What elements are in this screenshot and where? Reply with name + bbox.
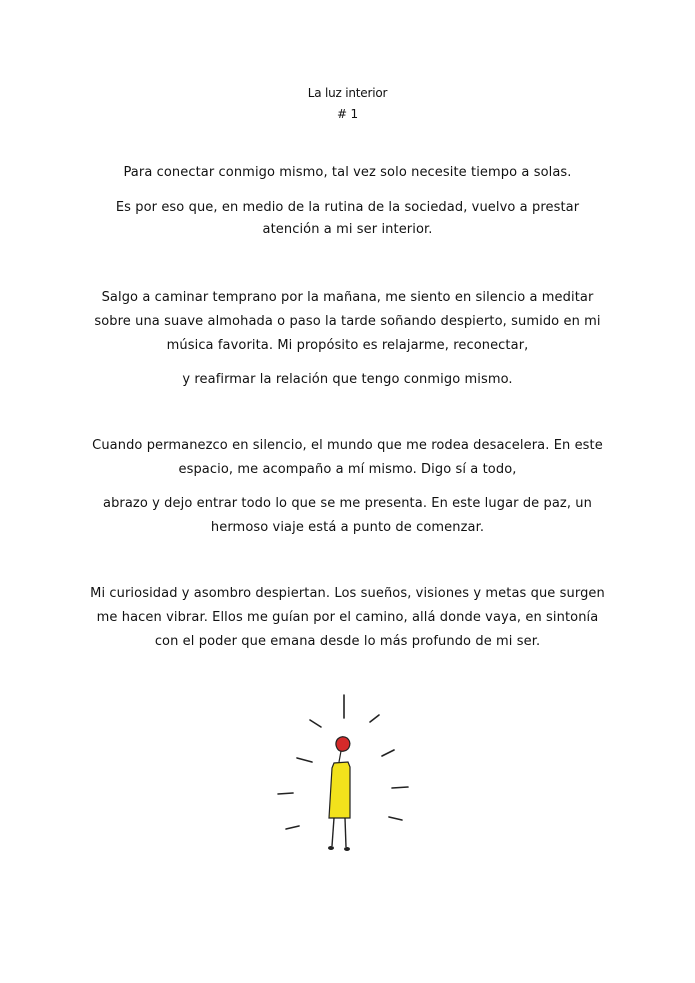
paragraph-2-line-1: Es por eso que, en medio de la rutina de la sociedad, vuelvo a prestar: [115, 200, 580, 215]
paragraph-3-line-3: música favorita. Mi propósito es relajarme, reconectar,: [166, 338, 529, 353]
ray-left-lower: [286, 826, 299, 829]
document-title: La luz interior: [307, 86, 388, 100]
paragraph-4-line-1: y reafirmar la relación que tengo conmigo mismo.: [182, 372, 513, 387]
paragraph-5-line-1: Cuando permanezco en silencio, el mundo que me rodea desacelera. En este: [92, 438, 603, 453]
figure-neck: [339, 751, 341, 762]
stick-figure: [328, 737, 350, 851]
ray-right-lower: [389, 817, 402, 820]
paragraph-6-line-1: abrazo y dejo entrar todo lo que se me presenta. En este lugar de paz, un: [103, 496, 592, 511]
paragraph-3-line-1: Salgo a caminar temprano por la mañana, me siento en silencio a meditar: [101, 290, 594, 305]
paragraph-5-line-2: espacio, me acompaño a mí mismo. Digo sí a todo,: [178, 462, 517, 477]
ray-left-middle: [278, 793, 293, 794]
radiant-figure-icon: [270, 690, 420, 865]
ray-right-middle: [392, 787, 408, 788]
paragraph-2-line-2: atención a mi ser interior.: [262, 222, 433, 237]
figure-left-leg: [332, 818, 334, 846]
figure-right-foot: [344, 847, 350, 851]
ray-top-right: [370, 715, 379, 722]
figure-head: [336, 737, 350, 752]
ray-left-upper: [297, 758, 312, 762]
paragraph-7-line-3: con el poder que emana desde lo más profundo de mi ser.: [154, 634, 541, 649]
figure-right-leg: [345, 818, 346, 847]
paragraph-3-line-2: sobre una suave almohada o paso la tarde soñando despierto, sumido en mi: [94, 314, 601, 329]
figure-left-foot: [328, 846, 334, 850]
ray-top-left: [310, 720, 321, 727]
figure-dress: [329, 762, 350, 818]
paragraph-1-line-1: Para conectar conmigo mismo, tal vez solo necesite tiempo a solas.: [123, 165, 572, 180]
paragraph-7-line-1: Mi curiosidad y asombro despiertan. Los sueños, visiones y metas que surgen: [90, 586, 605, 601]
paragraph-7-line-2: me hacen vibrar. Ellos me guían por el camino, allá donde vaya, en sintonía: [96, 610, 599, 625]
ray-right-upper: [382, 750, 394, 756]
radiant-figure-illustration: [270, 690, 420, 865]
document-number: # 1: [337, 107, 358, 121]
paragraph-6-line-2: hermoso viaje está a punto de comenzar.: [210, 520, 485, 535]
